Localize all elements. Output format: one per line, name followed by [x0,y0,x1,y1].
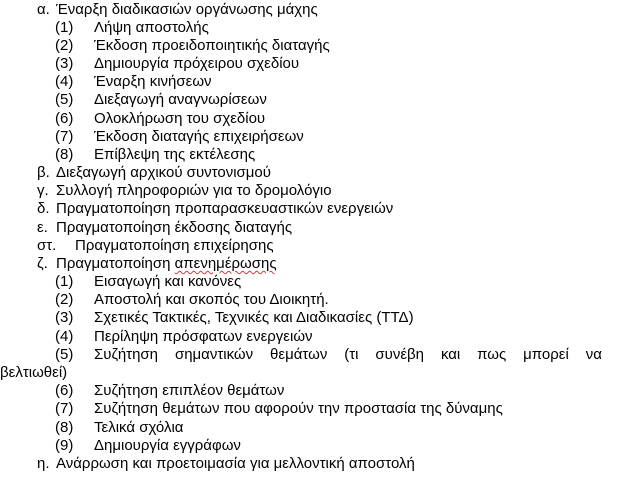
word: πως [477,346,507,363]
item-marker: (1) [55,273,74,290]
list-item [0,273,623,291]
list-item [0,382,623,400]
list-item [0,37,623,55]
list-item [0,437,623,455]
word: (τι [344,346,359,363]
word: μπορεί [523,346,569,363]
list-item [0,328,623,346]
item-text: Ολοκλήρωση του σχεδίου [94,110,266,127]
word: και [440,346,461,363]
item-text: Συζήτηση θεμάτων που αφορούν την προστασία της δύναμης [94,400,503,417]
item-text: Έναρξη διαδικασιών οργάνωσης μάχης [56,1,318,18]
item-text: Συζήτηση επιπλέον θεμάτων [94,382,285,399]
item-marker: (4) [55,328,74,345]
item-text: Διεξαγωγή αρχικού συντονισμού [56,164,271,181]
item-text: Έκδοση διαταγής επιχειρήσεων [94,128,304,145]
word: Συζήτηση [94,346,159,363]
item-text: Αποστολή και σκοπός του Διοικητή. [94,291,329,308]
list-item [0,291,623,309]
list-item [0,400,623,418]
item-marker: (5) [55,91,74,108]
list-item [0,237,623,255]
item-text: Δημιουργία εγγράφων [94,437,241,454]
item-marker: (3) [55,55,74,72]
list-item [0,419,623,437]
item-marker: α. [37,1,50,18]
word: να [585,346,602,363]
list-item [0,110,623,128]
list-item [0,164,623,182]
list-item [0,346,623,364]
list-item [0,19,623,37]
item-text: Επίβλεψη της εκτέλεσης [94,146,256,163]
item-text: Τελικά σχόλια [94,419,184,436]
list-item [0,128,623,146]
item-text: Συλλογή πληροφοριών για το δρομολόγιο [56,182,332,199]
item-text: Περίληψη πρόσφατων ενεργειών [94,328,313,345]
spelling-flagged-word[interactable]: απενημέρωσης [174,255,277,272]
item-text: Διεξαγωγή αναγνωρίσεων [94,91,267,108]
item-marker: (4) [55,73,74,90]
list-item [0,200,623,218]
item-text: Λήψη αποστολής [94,19,209,36]
list-item [0,91,623,109]
item-text: Έκδοση προειδοποιητικής διαταγής [94,37,330,54]
item-marker: (2) [55,37,74,54]
word: θεμάτων [270,346,328,363]
item-text: Έναρξη κινήσεων [94,73,212,90]
item-marker: (8) [55,419,74,436]
list-item [0,1,623,19]
item-marker: (7) [55,400,74,417]
item-marker: η. [37,455,50,472]
item-text: Πραγματοποίηση έκδοσης διαταγής [56,219,293,236]
item-text [56,255,277,273]
item-text: Δημιουργία πρόχειρου σχεδίου [94,55,300,72]
item-text: Εισαγωγή και κανόνες [94,273,242,290]
item-marker: ε. [37,219,48,236]
list-item [0,55,623,73]
item-marker: (3) [55,309,74,326]
item-text: Ανάρρωση και προετοιμασία για μελλοντική αποστολή [56,455,415,472]
item-text: Πραγματοποίηση προπαρασκευαστικών ενεργειών [56,200,394,217]
item-text: βελτιωθεί) [0,364,68,381]
word: σημαντικών [174,346,254,363]
item-marker: (5) [55,346,74,363]
item-marker: (1) [55,19,74,36]
list-item [0,219,623,237]
item-marker: (6) [55,382,74,399]
item-marker: γ. [37,182,49,199]
item-text: Σχετικές Τακτικές, Τεχνικές και Διαδικασίες (ΤΤΔ) [94,309,414,326]
list-item [0,309,623,327]
item-marker: δ. [37,200,50,217]
list-item [0,455,623,473]
item-text-justified [94,346,602,364]
list-item [0,255,623,273]
item-marker: (7) [55,128,74,145]
item-text: Πραγματοποίηση επιχείρησης [75,237,274,254]
item-marker: β. [37,164,50,181]
word: συνέβη [375,346,425,363]
item-marker: (8) [55,146,74,163]
item-marker: (9) [55,437,74,454]
item-text-plain: Πραγματοποίηση [56,255,171,272]
list-item [0,73,623,91]
item-marker: (2) [55,291,74,308]
item-marker: ζ. [37,255,48,272]
list-item [0,182,623,200]
item-marker: στ. [37,237,57,254]
list-item [0,146,623,164]
item-marker: (6) [55,110,74,127]
list-item-continuation [0,364,623,382]
